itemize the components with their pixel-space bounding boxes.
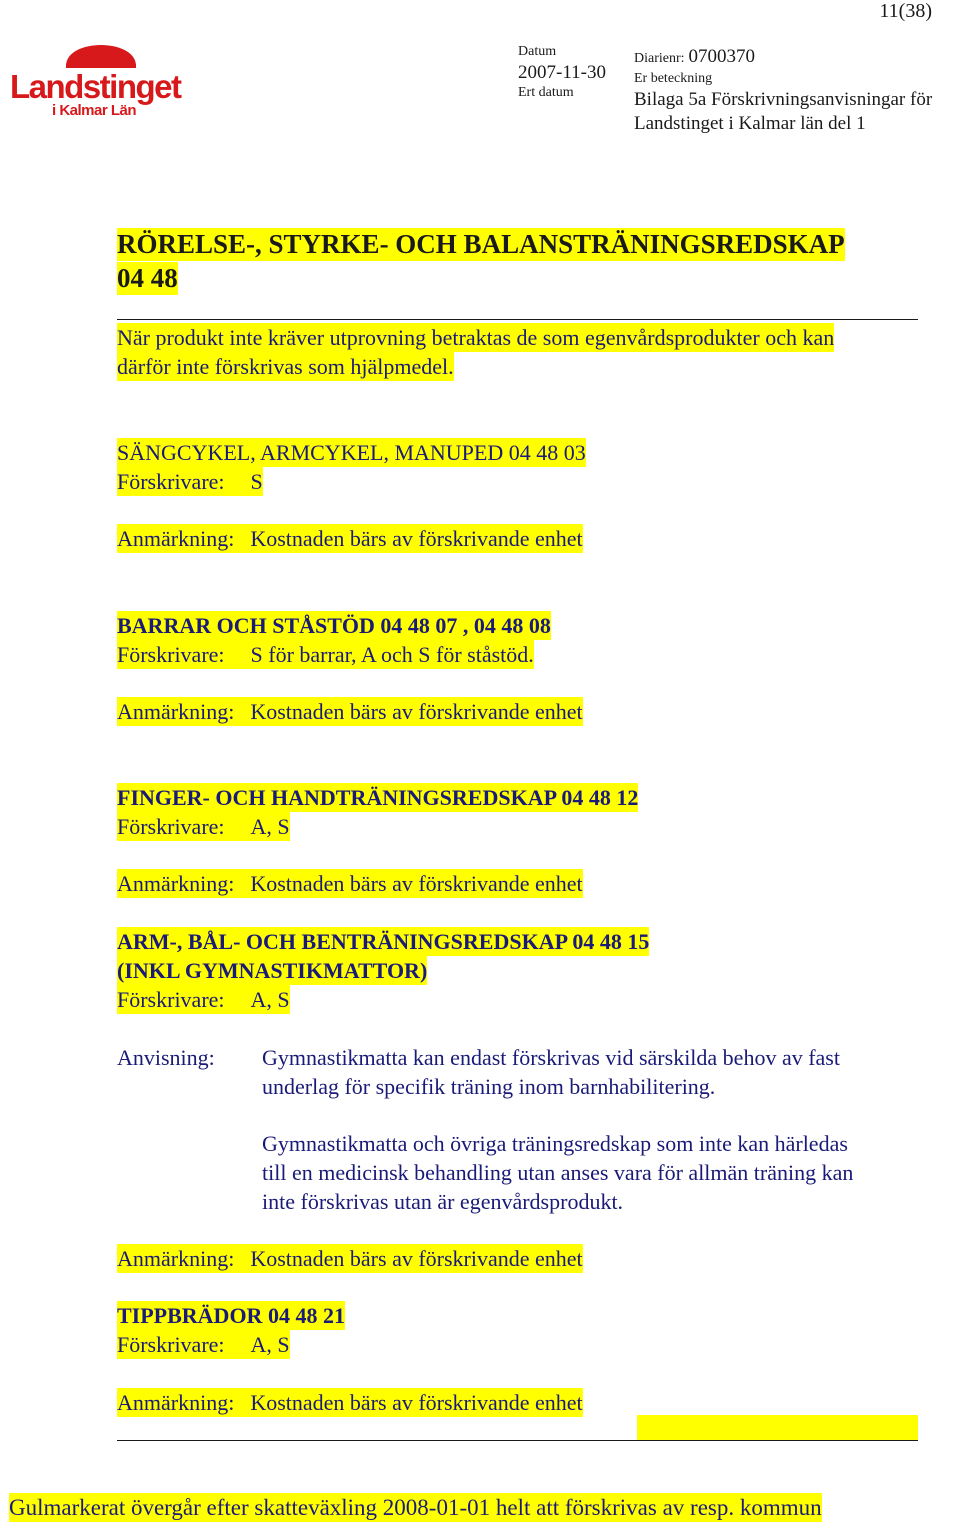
- note-value: Kostnaden bärs av förskrivande enhet: [250, 1246, 583, 1271]
- instruction-p2-line-2: till en medicinsk behandling utan anses vara för allmän träning kan: [262, 1160, 854, 1185]
- prescriber-label: Förskrivare:: [117, 469, 225, 494]
- logo-subtitle: i Kalmar Län: [52, 102, 137, 119]
- page-number: 11(38): [879, 0, 932, 22]
- ert-datum-label: Ert datum: [518, 85, 574, 100]
- footer-note: Gulmarkerat övergår efter skatteväxling 2008-01-01 helt att förskrivas av resp. kommun: [9, 1495, 822, 1520]
- landstinget-logo: [8, 28, 198, 124]
- prescriber-value: A, S: [250, 814, 290, 839]
- datum-value: 2007-11-30: [518, 62, 606, 83]
- note-row: [117, 1388, 583, 1417]
- section-heading-barrar: BARRAR OCH STÅSTÖD 04 48 07 , 04 48 08: [117, 613, 551, 638]
- prescriber-row: [117, 985, 290, 1014]
- logo-wordmark: Landstinget: [10, 68, 181, 105]
- subject-line-2: Landstinget i Kalmar län del 1: [634, 113, 866, 134]
- page-title-code: 04 48: [117, 263, 178, 293]
- page-title: RÖRELSE-, STYRKE- OCH BALANSTRÄNINGSREDSKAP: [117, 229, 845, 259]
- section-heading-arm-sub: (INKL GYMNASTIKMATTOR): [117, 958, 428, 983]
- note-row: [117, 524, 583, 553]
- er-beteckning-label: Er beteckning: [634, 71, 713, 86]
- note-label: Anmärkning:: [117, 526, 235, 551]
- prescriber-value: S för barrar, A och S för ståstöd.: [250, 642, 534, 667]
- instruction-p2-line-1: Gymnastikmatta och övriga träningsredskap som inte kan härledas: [262, 1131, 848, 1156]
- prescriber-value: A, S: [250, 987, 290, 1012]
- note-label: Anmärkning:: [117, 1246, 235, 1271]
- datum-label: Datum: [518, 44, 557, 59]
- subject-line-1: Bilaga 5a Förskrivningsanvisningar för: [634, 89, 933, 110]
- instruction-label: Anvisning:: [117, 1045, 215, 1070]
- highlight-underline-fill: [637, 1415, 918, 1440]
- intro-line-1: När produkt inte kräver utprovning betraktas de som egenvårdsprodukter och kan: [117, 325, 835, 350]
- prescriber-row: [117, 1330, 290, 1359]
- prescriber-value: S: [250, 469, 263, 494]
- note-row: [117, 1244, 583, 1273]
- instruction-p2-line-3: inte förskrivas utan är egenvårdsprodukt.: [262, 1189, 624, 1214]
- note-label: Anmärkning:: [117, 699, 235, 724]
- prescriber-label: Förskrivare:: [117, 814, 225, 839]
- note-value: Kostnaden bärs av förskrivande enhet: [250, 871, 583, 896]
- prescriber-row: [117, 812, 290, 841]
- prescriber-label: Förskrivare:: [117, 987, 225, 1012]
- diarienr: [634, 46, 755, 68]
- prescriber-row: [117, 640, 534, 669]
- diarienr-label: Diarienr:: [634, 51, 685, 66]
- divider-bottom: [117, 1440, 918, 1441]
- diarienr-value: 0700370: [688, 46, 756, 67]
- prescriber-row: [117, 467, 263, 496]
- section-heading-sangcykel: SÄNGCYKEL, ARMCYKEL, MANUPED 04 48 03: [117, 440, 586, 465]
- prescriber-value: A, S: [250, 1332, 290, 1357]
- note-row: [117, 697, 583, 726]
- intro-line-2: därför inte förskrivas som hjälpmedel.: [117, 354, 454, 379]
- instruction-p1-line-2: underlag för specifik träning inom barnhabilitering.: [262, 1074, 716, 1099]
- note-value: Kostnaden bärs av förskrivande enhet: [250, 1390, 583, 1415]
- prescriber-label: Förskrivare:: [117, 642, 225, 667]
- note-label: Anmärkning:: [117, 1390, 235, 1415]
- prescriber-label: Förskrivare:: [117, 1332, 225, 1357]
- section-heading-arm: ARM-, BÅL- OCH BENTRÄNINGSREDSKAP 04 48 15: [117, 929, 650, 954]
- note-label: Anmärkning:: [117, 871, 235, 896]
- section-heading-finger: FINGER- OCH HANDTRÄNINGSREDSKAP 04 48 12: [117, 785, 639, 810]
- instruction-p1-line-1: Gymnastikmatta kan endast förskrivas vid särskilda behov av fast: [262, 1045, 840, 1070]
- note-row: [117, 869, 583, 898]
- section-heading-tippbrador: TIPPBRÄDOR 04 48 21: [117, 1303, 345, 1328]
- note-value: Kostnaden bärs av förskrivande enhet: [250, 699, 583, 724]
- note-value: Kostnaden bärs av förskrivande enhet: [250, 526, 583, 551]
- divider-top: [117, 319, 918, 320]
